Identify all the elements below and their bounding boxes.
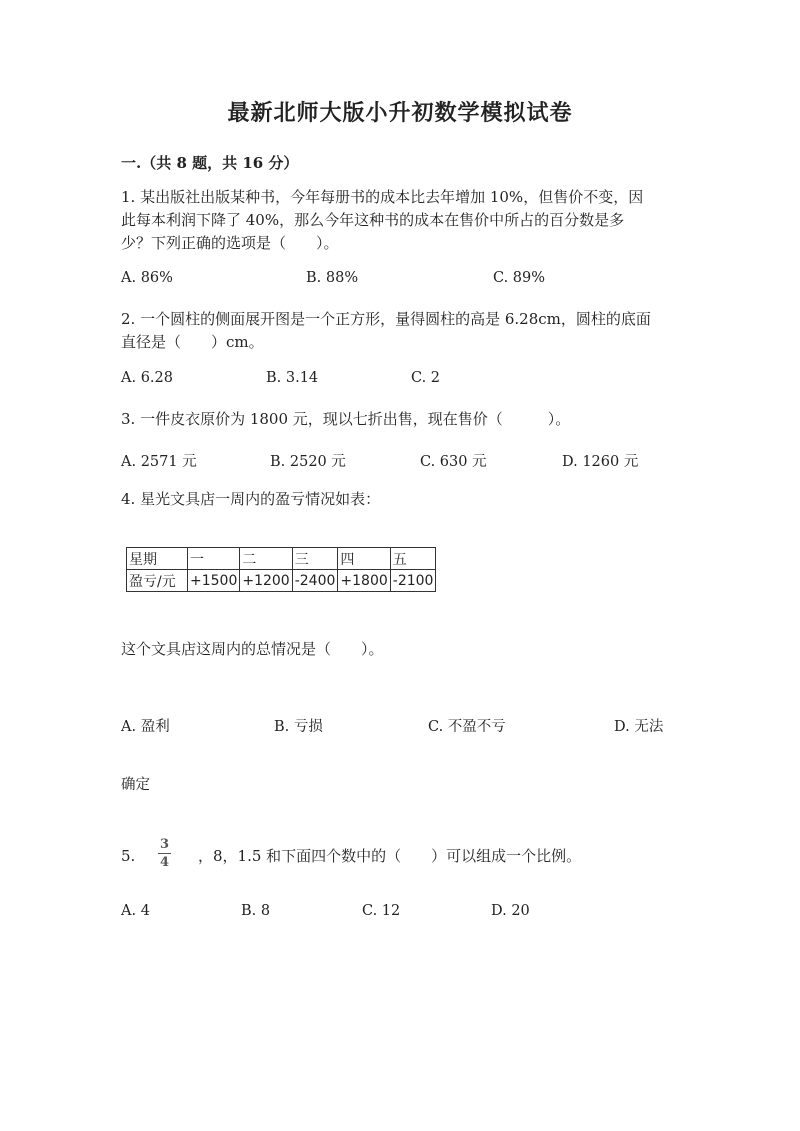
q1-line-3: 少？下列正确的选项是（ ）。 <box>121 234 339 252</box>
table-cell: +1500 <box>188 570 240 592</box>
table-cell: 五 <box>390 548 436 570</box>
table-cell: +1200 <box>240 570 292 592</box>
q3-option-d: D. 1260 元 <box>562 454 639 470</box>
q5-option-b: B. 8 <box>241 903 271 919</box>
q1-option-b: B. 88% <box>306 270 359 286</box>
table-cell: -2100 <box>390 570 436 592</box>
q5-option-d: D. 20 <box>491 903 530 919</box>
q5-text: ，8，1.5 和下面四个数中的（ ）可以组成一个比例。 <box>198 847 582 865</box>
q1-line-1: 1. 某出版社出版某种书，今年每册书的成本比去年增加 10%，但售价不变，因 <box>121 188 644 206</box>
q1-option-c: C. 89% <box>493 270 546 286</box>
q2-option-b: B. 3.14 <box>266 370 319 386</box>
table-row <box>127 570 436 592</box>
q3-option-a: A. 2571 元 <box>121 454 197 470</box>
q4-option-d-wrap: 确定 <box>121 777 150 793</box>
q3-option-c: C. 630 元 <box>420 454 487 470</box>
fraction-denominator: 4 <box>160 855 170 870</box>
table-cell: 三 <box>292 548 338 570</box>
q3-line-1: 3. 一件皮衣原价为 1800 元，现以七折出售，现在售价（ ）。 <box>121 410 571 428</box>
q2-option-c: C. 2 <box>411 370 441 386</box>
table-cell: 四 <box>338 548 390 570</box>
table-cell: 一 <box>188 548 240 570</box>
q3-option-b: B. 2520 元 <box>270 454 346 470</box>
q4-line-2: 这个文具店这周内的总情况是（ ）。 <box>121 640 384 658</box>
q2-line-2: 直径是（ ）cm。 <box>121 333 264 351</box>
page-title: 最新北师大版小升初数学模拟试卷 <box>227 100 573 126</box>
section-heading: 一.（共 8 题，共 16 分） <box>121 154 299 172</box>
table-cell: 二 <box>240 548 292 570</box>
table-header-row <box>127 548 436 570</box>
profit-loss-table <box>126 547 436 592</box>
q5-option-a: A. 4 <box>121 903 150 919</box>
q5-number: 5. <box>121 847 136 865</box>
fraction-three-quarters <box>158 838 171 869</box>
fraction-numerator: 3 <box>160 837 170 852</box>
table-cell: +1800 <box>338 570 390 592</box>
q4-option-a: A. 盈利 <box>121 719 170 735</box>
q4-line-1: 4. 星光文具店一周内的盈亏情况如表： <box>121 490 381 508</box>
table-cell: 盈亏/元 <box>127 570 188 592</box>
q2-line-1: 2. 一个圆柱的侧面展开图是一个正方形，量得圆柱的高是 6.28cm，圆柱的底面 <box>121 310 651 328</box>
q4-option-b: B. 亏损 <box>274 719 323 735</box>
q4-option-c: C. 不盈不亏 <box>428 719 506 735</box>
q1-line-2: 此每本利润下降了 40%，那么今年这种书的成本在售价中所占的百分数是多 <box>121 211 625 229</box>
table-cell: -2400 <box>292 570 338 592</box>
q5-option-c: C. 12 <box>362 903 401 919</box>
q1-option-a: A. 86% <box>121 270 173 286</box>
q4-option-d: D. 无法 <box>614 719 664 735</box>
table-cell: 星期 <box>127 548 188 570</box>
q2-option-a: A. 6.28 <box>121 370 173 386</box>
